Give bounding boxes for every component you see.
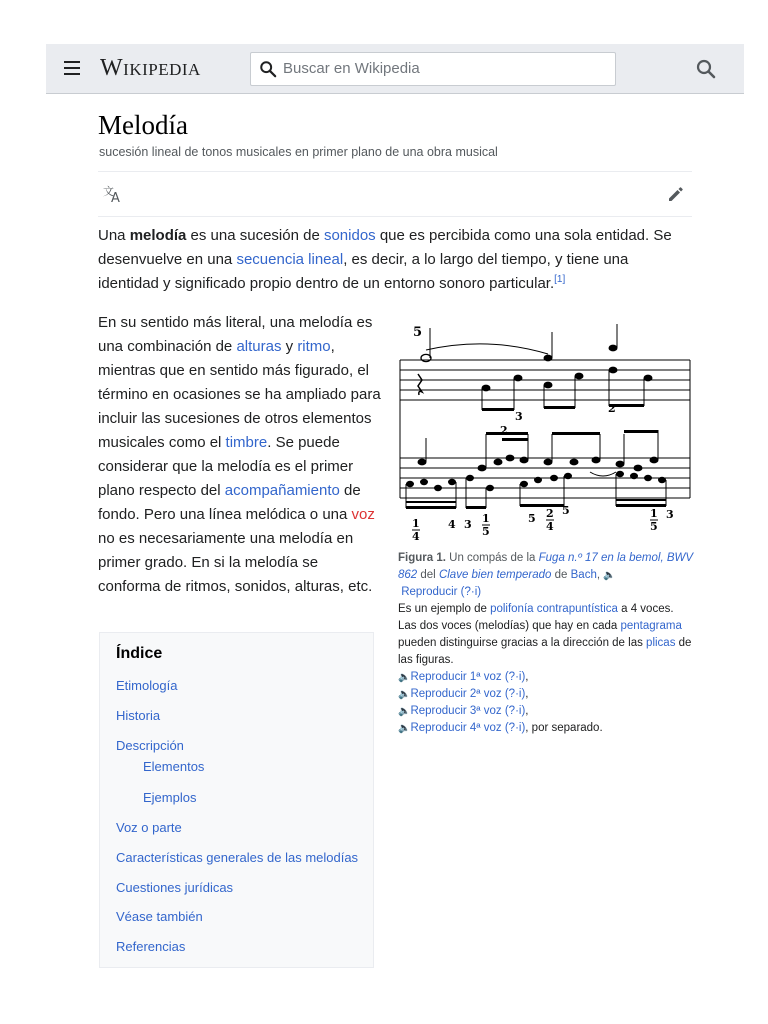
search-box[interactable] (250, 52, 616, 86)
audio-help-link[interactable]: (?·i) (504, 722, 526, 734)
figure-1 (398, 322, 694, 737)
literal-sense-paragraph: En su sentido más literal, una melodía es una combinación de alturas y ritmo, mientras que en sentido más figurado, el término en ocasiones se ha ampliado para incluir las sucesiones de otros elementos musicales como el timbre. Se puede considerar que la melodía es el primer plano respecto del acompañamiento de fondo. Pero una línea melódica o una voz no es necesariamente una melodía en primer grado. En si la melodía se conforma de ritmos, sonidos, alturas, etc. (98, 314, 381, 595)
toc-title: Índice (116, 645, 163, 662)
svg-text:A: A (111, 191, 120, 204)
audio-help-link[interactable]: (?·i) (504, 688, 526, 700)
fingering-mark: 1 (650, 507, 658, 520)
toc-item-cuestiones-juridicas[interactable]: Cuestiones jurídicas (116, 880, 234, 895)
toc-item-vease-tambien[interactable]: Véase también (116, 909, 203, 924)
search-icon (259, 60, 277, 78)
link-polifonia[interactable]: polifonía contrapuntística (490, 603, 618, 615)
link-clave-bien-temperado[interactable]: Clave bien temperado (438, 569, 552, 581)
figure-caption (398, 550, 694, 737)
audio-help-link[interactable]: (?·i) (504, 705, 526, 717)
top-header (46, 44, 744, 94)
voice-audio-line: 🔈Reproducir 4ª voz (?·i), por separado. (398, 722, 603, 734)
svg-text:文: 文 (103, 185, 114, 198)
play-audio-link[interactable]: Reproducir (401, 586, 458, 598)
link-acompanamiento[interactable]: acompañamiento (224, 482, 340, 499)
toc-item-ejemplos[interactable]: Ejemplos (143, 790, 197, 805)
toc-item-elementos[interactable]: Elementos (143, 759, 205, 774)
link-pentagrama[interactable]: pentagrama (620, 620, 682, 632)
audio-help-link[interactable]: (?·i) (504, 671, 526, 683)
fingering-mark: 5 (482, 525, 490, 538)
voice-audio-line: 🔈Reproducir 2ª voz (?·i), (398, 688, 529, 700)
search-button-icon[interactable] (694, 57, 718, 81)
play-voice-1-link[interactable]: Reproducir 1ª voz (410, 671, 502, 683)
speaker-icon: 🔈 (398, 689, 411, 700)
toc-item-referencias[interactable]: Referencias (116, 939, 186, 954)
figure-description: Es un ejemplo de polifonía contrapuntística a 4 voces. Las dos voces (melodías) que hay en cada pentagrama pueden distinguirse gracias a la dirección de las plicas de las figuras. (398, 603, 692, 666)
toc-item-descripcion[interactable]: Descripción (116, 738, 184, 753)
voice-audio-line: 🔈Reproducir 3ª voz (?·i), (398, 705, 529, 717)
link-secuencia-lineal[interactable]: secuencia lineal (236, 251, 344, 268)
fingering-mark: 5 (562, 504, 570, 517)
fingering-mark: 1 (412, 517, 420, 530)
voice-audio-line: 🔈Reproducir 1ª voz (?·i), (398, 671, 529, 683)
figure-title-line: Figura 1. Un compás de la Fuga n.º 17 en la bemol, BWV 862 del Clave bien temperado de Bach, 🔈 Reproducir (?·i) (398, 552, 694, 598)
link-voz-missing[interactable]: voz (351, 506, 375, 523)
toc-item-etimologia[interactable]: Etimología (116, 678, 178, 693)
language-icon[interactable] (102, 184, 124, 204)
fingering-mark: 1 (482, 512, 490, 525)
fingering-mark: 5 (528, 512, 536, 525)
fingering-mark: 3 (464, 518, 472, 531)
fingering-mark: 4 (448, 518, 456, 531)
toolbar-divider (98, 216, 692, 217)
speaker-icon: 🔈 (603, 570, 616, 581)
play-voice-2-link[interactable]: Reproducir 2ª voz (410, 688, 502, 700)
link-ritmo[interactable]: ritmo (297, 338, 331, 355)
link-plicas[interactable]: plicas (646, 637, 676, 649)
measure-number: 5 (413, 325, 423, 340)
link-timbre[interactable]: timbre (225, 434, 268, 451)
fingering-mark: 4 (412, 530, 420, 543)
fingering-mark: 2 (608, 402, 616, 415)
fingering-mark: 3 (666, 508, 674, 521)
play-voice-4-link[interactable]: Reproducir 4ª voz (410, 722, 502, 734)
fingering-mark: 5 (650, 520, 658, 533)
menu-icon[interactable] (60, 56, 84, 80)
intro-paragraph: Una melodía es una sucesión de sonidos que es percibida como una sola entidad. Se desenvuelve en una secuencia lineal, es decir, a lo largo del tiempo, y tiene una identidad y significado propio dentro de un entorno sonoro particular.[1] (98, 227, 672, 292)
bold-term-melodia: melodía (129, 227, 187, 244)
table-of-contents (99, 632, 374, 968)
search-input[interactable] (283, 53, 603, 83)
title-divider (98, 171, 692, 172)
fingering-mark: 2 (546, 507, 554, 520)
toc-item-historia[interactable]: Historia (116, 708, 161, 723)
toc-item-caracteristicas[interactable]: Características generales de las melodías (116, 850, 359, 865)
edit-pencil-icon[interactable] (666, 184, 686, 204)
link-fuga-17[interactable]: Fuga n.º 17 en la bemol, BWV 862 (398, 552, 694, 581)
speaker-icon: 🔈 (398, 706, 411, 717)
speaker-icon: 🔈 (398, 723, 411, 734)
toc-item-voz-o-parte[interactable]: Voz o parte (116, 820, 182, 835)
link-bach[interactable]: Bach (570, 569, 597, 581)
page-title: Melodía (98, 110, 188, 140)
speaker-icon: 🔈 (398, 672, 411, 683)
fingering-mark: 3 (515, 410, 523, 423)
music-score-image[interactable] (398, 322, 692, 544)
figure-label: Figura 1. (398, 552, 446, 564)
link-alturas[interactable]: alturas (236, 338, 282, 355)
page-subtitle: sucesión lineal de tonos musicales en primer plano de una obra musical (99, 145, 498, 159)
fingering-mark: 4 (546, 520, 554, 533)
wikipedia-logo[interactable]: Wikipedia (100, 55, 201, 81)
link-sonidos[interactable]: sonidos (323, 227, 376, 244)
fingering-mark: 2 (500, 424, 508, 437)
play-voice-3-link[interactable]: Reproducir 3ª voz (410, 705, 502, 717)
reference-1[interactable]: [1] (554, 274, 566, 285)
audio-help-link[interactable]: (?·i) (460, 586, 482, 598)
